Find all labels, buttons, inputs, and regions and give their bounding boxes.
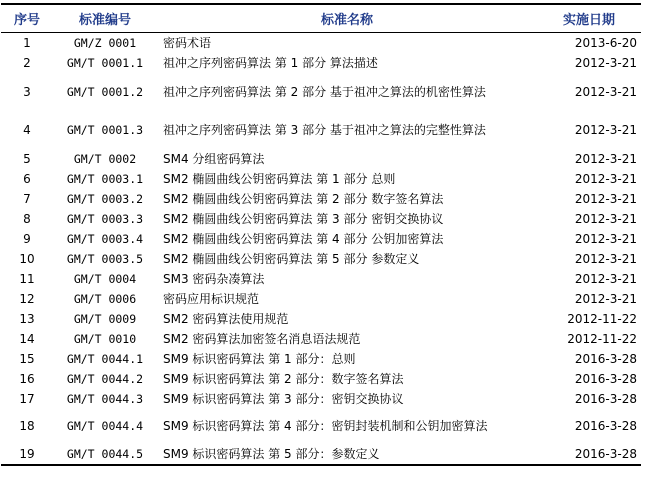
standard-name: SM2 椭圆曲线公钥密码算法 第 2 部分 数字签名算法 [163, 192, 444, 206]
row-number: 5 [23, 152, 31, 166]
implementation-date: 2012-3-21 [574, 252, 637, 266]
row-number: 18 [19, 419, 35, 433]
standard-name: 祖冲之序列密码算法 第 3 部分 基于祖冲之算法的完整性算法 [163, 123, 486, 137]
implementation-date: 2016-3-28 [574, 392, 637, 406]
standard-code: GM/T 0010 [73, 332, 137, 346]
table-row [1, 169, 641, 189]
table-row [1, 289, 641, 309]
standard-name: 祖冲之序列密码算法 第 2 部分 基于祖冲之算法的机密性算法 [163, 85, 486, 99]
table-row [1, 389, 641, 409]
row-number: 14 [19, 332, 35, 346]
standard-code: GM/T 0044.1 [66, 352, 144, 366]
standard-code: GM/T 0006 [73, 292, 137, 306]
row-number: 1 [23, 36, 31, 50]
standard-name: SM9 标识密码算法 第 2 部分：数字签名算法 [163, 372, 404, 386]
standard-code: GM/T 0003.1 [66, 172, 144, 186]
row-number: 19 [1, 443, 53, 465]
standard-code: GM/T 0044.4 [66, 419, 144, 433]
implementation-date: 2016-3-28 [537, 443, 641, 465]
standard-name: SM2 椭圆曲线公钥密码算法 第 3 部分 密钥交换协议 [163, 212, 444, 226]
standard-code: GM/T 0003.5 [66, 252, 144, 266]
table-row [1, 73, 641, 111]
implementation-date: 2012-3-21 [574, 123, 637, 137]
standard-name: SM3 密码杂凑算法 [163, 272, 265, 286]
standard-name: 密码应用标识规范 [163, 292, 260, 306]
standard-name: SM9 标识密码算法 第 5 部分：参数定义 [157, 443, 537, 465]
standard-name: 密码术语 [163, 36, 212, 50]
standard-name: SM2 椭圆曲线公钥密码算法 第 4 部分 公钥加密算法 [163, 232, 444, 246]
row-number: 15 [19, 352, 35, 366]
standard-code: GM/T 0003.3 [66, 212, 144, 226]
standard-name: SM2 椭圆曲线公钥密码算法 第 1 部分 总则 [163, 172, 396, 186]
standard-name: SM2 椭圆曲线公钥密码算法 第 5 部分 参数定义 [163, 252, 420, 266]
implementation-date: 2012-3-21 [574, 292, 637, 306]
table-row [1, 349, 641, 369]
standard-code: GM/T 0001.2 [66, 85, 144, 99]
row-number: 10 [19, 252, 35, 266]
header-row [1, 4, 641, 33]
table-row [1, 111, 641, 149]
standard-code: GM/T 0001.3 [66, 123, 144, 137]
row-number: 11 [19, 272, 35, 286]
table-row [1, 229, 641, 249]
row-number: 17 [19, 392, 35, 406]
row-number: 6 [23, 172, 31, 186]
standard-name: 祖冲之序列密码算法 第 1 部分 算法描述 [163, 56, 378, 70]
row-number: 8 [23, 212, 31, 226]
table-row [1, 249, 641, 269]
standard-name: SM9 标识密码算法 第 4 部分：密钥封装机制和公钥加密算法 [163, 419, 488, 433]
table-row [1, 189, 641, 209]
table-row [1, 329, 641, 349]
implementation-date: 2012-3-21 [574, 85, 637, 99]
implementation-date: 2016-3-28 [574, 372, 637, 386]
header-no: 序号 [1, 4, 53, 33]
header-name: 标准名称 [157, 4, 537, 33]
row-number: 4 [23, 123, 31, 137]
row-number: 3 [23, 85, 31, 99]
implementation-date: 2012-3-21 [574, 212, 637, 226]
standard-code: GM/T 0003.2 [66, 192, 144, 206]
row-number: 9 [23, 232, 31, 246]
implementation-date: 2012-3-21 [574, 272, 637, 286]
standards-table [1, 3, 641, 466]
implementation-date: 2016-3-28 [574, 352, 637, 366]
implementation-date: 2013-6-20 [574, 36, 637, 50]
row-number: 16 [19, 372, 35, 386]
standard-code: GM/T 0044.3 [66, 392, 144, 406]
implementation-date: 2012-3-21 [574, 152, 637, 166]
table-row [1, 209, 641, 229]
table-row [1, 33, 641, 54]
implementation-date: 2012-3-21 [574, 56, 637, 70]
standard-code: GM/T 0044.2 [66, 372, 144, 386]
table-row [1, 149, 641, 169]
standard-name: SM2 密码算法加密签名消息语法规范 [163, 332, 361, 346]
row-number: 7 [23, 192, 31, 206]
standard-code: GM/T 0001.1 [66, 56, 144, 70]
standard-name: SM2 密码算法使用规范 [163, 312, 289, 326]
implementation-date: 2012-11-22 [567, 332, 637, 346]
table-row [1, 269, 641, 289]
standard-code: GM/Z 0001 [73, 36, 137, 50]
standard-name: SM9 标识密码算法 第 3 部分：密钥交换协议 [163, 392, 404, 406]
table-row [1, 53, 641, 73]
implementation-date: 2012-3-21 [574, 172, 637, 186]
row-number: 13 [19, 312, 35, 326]
standard-code: GM/T 0004 [73, 272, 137, 286]
table-row [1, 443, 641, 465]
standard-code: GM/T 0003.4 [66, 232, 144, 246]
table-row [1, 369, 641, 389]
standard-code: GM/T 0044.5 [53, 443, 157, 465]
implementation-date: 2016-3-28 [574, 419, 637, 433]
implementation-date: 2012-3-21 [574, 192, 637, 206]
table-row [1, 409, 641, 443]
standard-name: SM4 分组密码算法 [163, 152, 265, 166]
standard-code: GM/T 0002 [73, 152, 137, 166]
standard-name: SM9 标识密码算法 第 1 部分：总则 [163, 352, 356, 366]
implementation-date: 2012-11-22 [567, 312, 637, 326]
header-date: 实施日期 [537, 4, 641, 33]
row-number: 12 [19, 292, 35, 306]
standard-code: GM/T 0009 [73, 312, 137, 326]
header-code: 标准编号 [53, 4, 157, 33]
implementation-date: 2012-3-21 [574, 232, 637, 246]
table-row [1, 309, 641, 329]
row-number: 2 [23, 56, 31, 70]
